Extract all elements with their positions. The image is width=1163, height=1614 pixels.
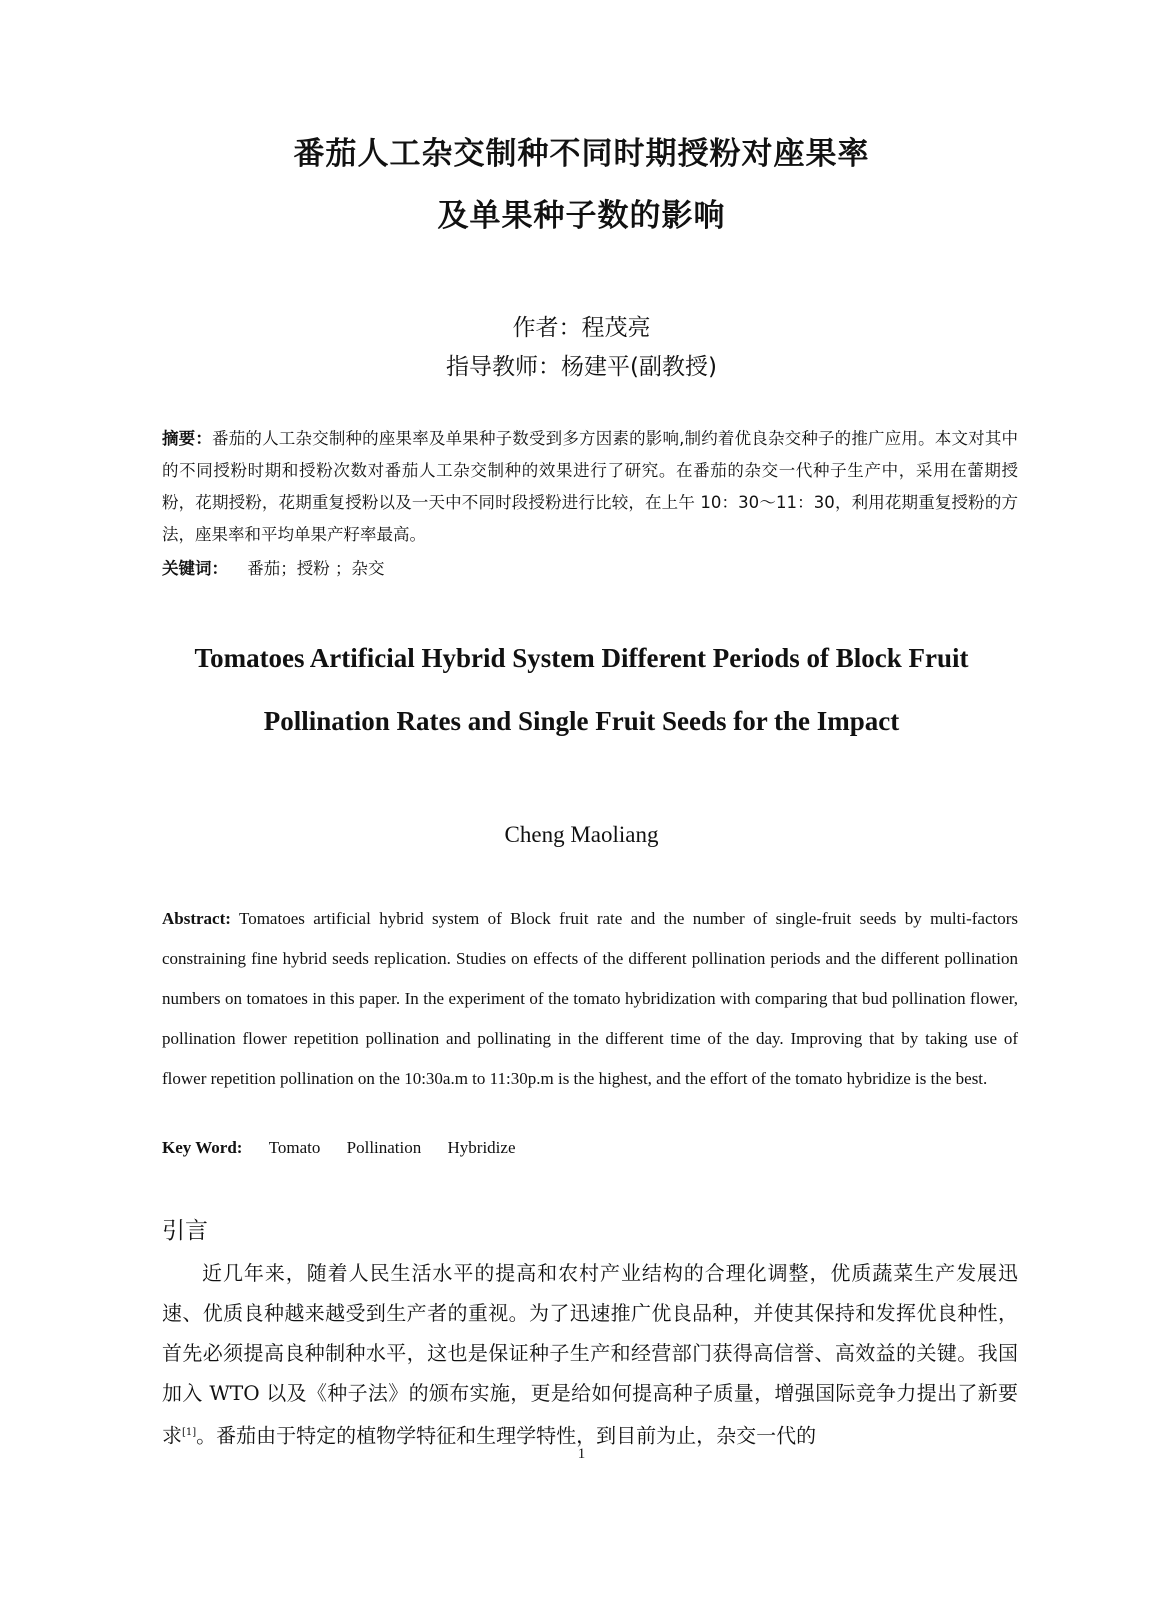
english-title-line-1: Tomatoes Artificial Hybrid System Different Periods of Block Fruit <box>194 643 969 673</box>
chinese-author: 作者：程茂亮 <box>512 315 651 341</box>
english-title-line-2: Pollination Rates and Single Fruit Seeds for the Impact <box>263 706 900 736</box>
chinese-abstract-text: 番茄的人工杂交制种的座果率及单果种子数受到多方因素的影响,制约着优良杂交种子的推广应用。本文对其中的不同授粉时期和授粉次数对番茄人工杂交制种的效果进行了研究。在番茄的杂交一代种子生产中，采用在蕾期授粉，花期授粉，花期重复授粉以及一天中不同时段授粉进行比较，在上午 10：30～11：30，利用花期重复授粉的方法，座果率和平均单果产籽率最高。 <box>162 429 1018 544</box>
introduction-text-part-1: 近几年来，随着人民生活水平的提高和农村产业结构的合理化调整，优质蔬菜生产发展迅速、优质良种越来越受到生产者的重视。为了迅速推广优良品种，并使其保持和发挥优良种性，首先必须提高良种制种水平，这也是保证种子生产和经营部门获得高信誉、高效益的关键。我国加入 WTO 以及《种子法》的颁布实施，更是给如何提高种子质量，增强国际竞争力提出了新要求 <box>162 1261 1018 1448</box>
english-keywords <box>162 1138 516 1158</box>
chinese-keywords <box>162 555 385 579</box>
chinese-title-line-1: 番茄人工杂交制种不同时期授粉对座果率 <box>293 136 870 172</box>
english-author: Cheng Maoliang <box>504 822 659 847</box>
chinese-keywords-text: 番茄；授粉 ；杂交 <box>247 559 385 578</box>
english-keyword: Tomato <box>268 1138 321 1157</box>
section-heading-introduction: 引言 <box>162 1218 208 1244</box>
introduction-body <box>162 1253 1018 1456</box>
chinese-abstract-label: 摘要： <box>162 429 213 448</box>
english-abstract-label: Abstract: <box>162 909 231 928</box>
english-abstract-text: Tomatoes artificial hybrid system of Block fruit rate and the number of single-fruit seeds by multi-factors constraining fine hybrid seeds replication. Studies on effects of the different pollination periods and the different pollination numbers on tomatoes in this paper. In the experiment of the tomato hybridization with comparing that bud pollination flower, pollination flower repetition pollination and pollinating in the different time of the day. Improving that by taking use of flower repetition pollination on the 10:30a.m to 11:30p.m is the highest, and the effort of the tomato hybridize is the best. <box>162 909 1018 1088</box>
chinese-advisor: 指导教师：杨建平(副教授) <box>446 354 717 380</box>
page-number: 1 <box>577 1446 586 1462</box>
chinese-title-line-2: 及单果种子数的影响 <box>437 198 726 234</box>
english-abstract <box>162 899 1018 1099</box>
chinese-abstract <box>162 423 1018 551</box>
english-keywords-label: Key Word: <box>162 1138 243 1157</box>
introduction-text-part-2: 。番茄由于特定的植物学特征和生理学特性，到目前为止，杂交一代的 <box>196 1423 817 1448</box>
english-keyword: Hybridize <box>447 1138 516 1157</box>
english-keyword: Pollination <box>346 1138 422 1157</box>
citation-marker: [1] <box>182 1427 197 1438</box>
introduction-paragraph <box>162 1253 1018 1456</box>
chinese-keywords-label: 关键词： <box>162 559 228 578</box>
